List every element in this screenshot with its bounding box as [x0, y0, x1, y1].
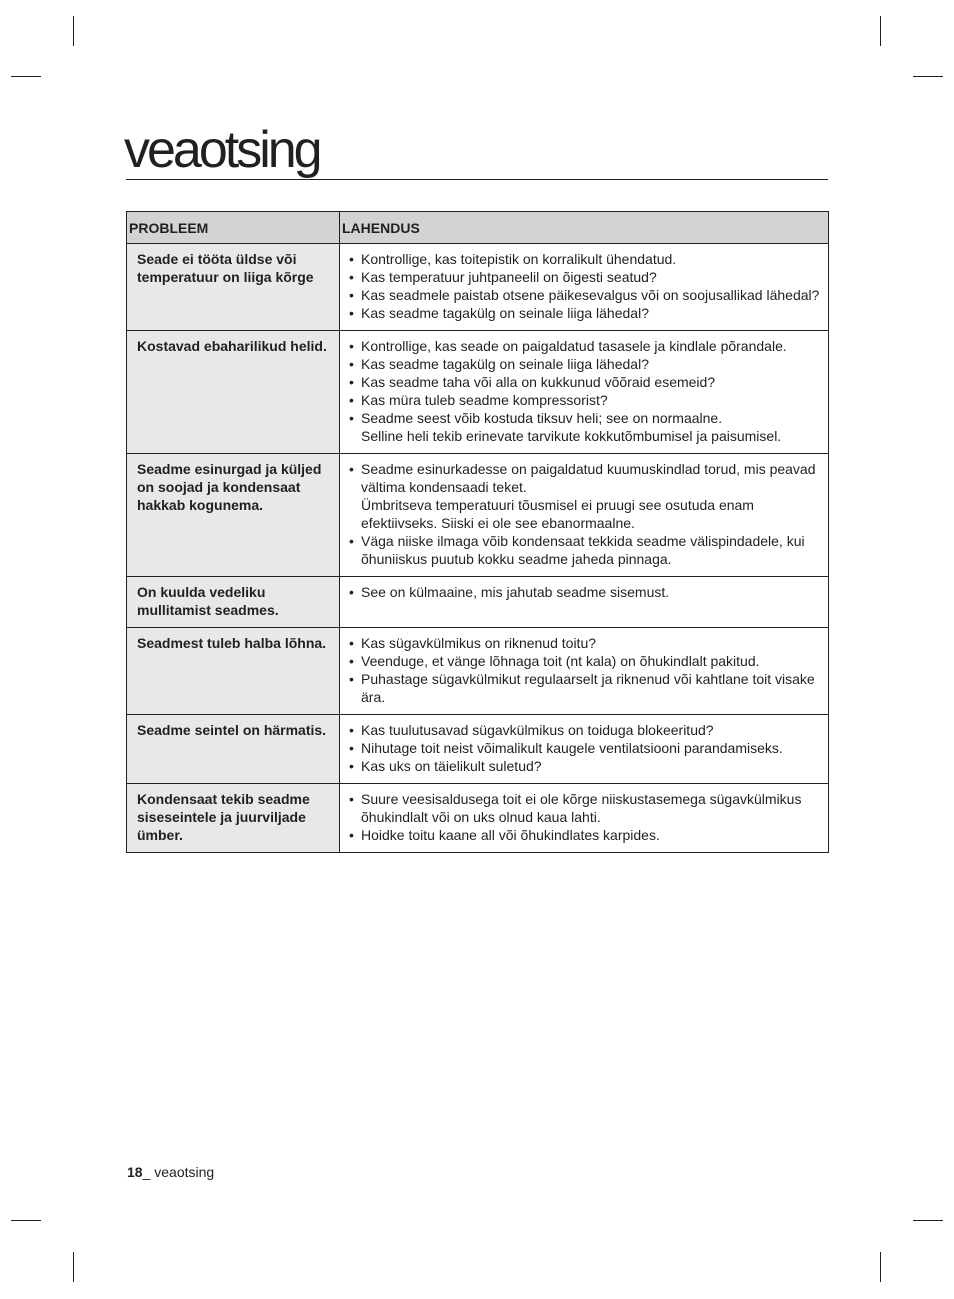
- solution-item: • Kontrollige, kas seade on paigaldatud tasasele ja kindlale põrandale.: [349, 337, 822, 355]
- solution-continuation: Ümbritseva temperatuuri tõusmisel ei pruugi see osutuda enam efektiivseks. Siiski ei ole see ebanormaalne.: [361, 497, 754, 531]
- page-footer: [127, 1164, 214, 1180]
- problem-cell: On kuulda vedeliku mullitamist seadmes.: [127, 577, 340, 628]
- solution-item: • Nihutage toit neist võimalikult kaugele ventilatsiooni parandamiseks.: [349, 739, 822, 757]
- solution-item: • Kas temperatuur juhtpaneelil on õigesti seatud?: [349, 268, 822, 286]
- table-row: [127, 454, 829, 577]
- solution-item: • Kas seadme tagakülg on seinale liiga lähedal?: [349, 304, 822, 322]
- solution-cell: [340, 784, 829, 853]
- solution-item: • Kas tuulutusavad sügavkülmikus on toiduga blokeeritud?: [349, 721, 822, 739]
- solution-item: • Veenduge, et vänge lõhnaga toit (nt kala) on õhukindlalt pakitud.: [349, 652, 822, 670]
- solution-cell: [340, 244, 829, 331]
- table-row: [127, 628, 829, 715]
- crop-mark: [880, 1252, 881, 1282]
- solution-item: • Hoidke toitu kaane all või õhukindlates karpides.: [349, 826, 822, 844]
- solution-item: • Kas seadmele paistab otsene päikesevalgus või on soojusallikad lähedal?: [349, 286, 822, 304]
- solution-cell: [340, 331, 829, 454]
- problem-cell: Kondensaat tekib seadme siseseintele ja juurviljade ümber.: [127, 784, 340, 853]
- crop-mark: [11, 76, 41, 77]
- solution-continuation: Selline heli tekib erinevate tarvikute kokkutõmbumisel ja paisumisel.: [361, 428, 782, 444]
- solution-list: [349, 583, 822, 601]
- table-row: [127, 784, 829, 853]
- solution-item: • Seadme seest võib kostuda tiksuv heli; see on normaalne.: [349, 409, 822, 427]
- solution-item: • Puhastage sügavkülmikut regulaarselt ja riknenud või kahtlane toit visake ära.: [349, 670, 822, 706]
- crop-mark: [11, 1220, 41, 1221]
- solution-item: • Kas uks on täielikult suletud?: [349, 757, 822, 775]
- solution-item: • Kas seadme taha või alla on kukkunud võõraid esemeid?: [349, 373, 822, 391]
- solution-item: • See on külmaaine, mis jahutab seadme sisemust.: [349, 583, 822, 601]
- crop-mark: [73, 16, 74, 46]
- crop-mark: [913, 1220, 943, 1221]
- solution-cell: [340, 628, 829, 715]
- solution-list: [349, 460, 822, 568]
- crop-mark: [73, 1252, 74, 1282]
- solution-item: • Suure veesisaldusega toit ei ole kõrge niiskustasemega sügavkülmikus õhukindlalt või on uks olnud kaua lahti.: [349, 790, 822, 826]
- solution-list: [349, 250, 822, 322]
- title-divider: [126, 179, 828, 180]
- crop-mark: [880, 16, 881, 46]
- footer-section-name: veaotsing: [154, 1164, 215, 1180]
- solution-item: • Väga niiske ilmaga võib kondensaat tekkida seadme välispindadele, kui õhuniiskus puutub kokku seadme jaheda pinnaga.: [349, 532, 822, 568]
- column-header-solution: LAHENDUS: [340, 212, 829, 244]
- problem-cell: Kostavad ebaharilikud helid.: [127, 331, 340, 454]
- column-header-problem: PROBLEEM: [127, 212, 340, 244]
- table-row: [127, 577, 829, 628]
- table-row: [127, 331, 829, 454]
- problem-cell: Seadme esinurgad ja küljed on soojad ja kondensaat hakkab kogunema.: [127, 454, 340, 577]
- table-row: [127, 715, 829, 784]
- problem-cell: Seadmest tuleb halba lõhna.: [127, 628, 340, 715]
- solution-list: [349, 790, 822, 844]
- crop-mark: [913, 76, 943, 77]
- solution-cell: [340, 715, 829, 784]
- solution-item: • Kas sügavkülmikus on riknenud toitu?: [349, 634, 822, 652]
- solution-list: [349, 337, 822, 445]
- solution-list: [349, 721, 822, 775]
- solution-item: • Kas seadme tagakülg on seinale liiga lähedal?: [349, 355, 822, 373]
- solution-item: • Seadme esinurkadesse on paigaldatud kuumuskindlad torud, mis peavad vältima kondensaadi teket.: [349, 460, 822, 496]
- solution-item: • Kontrollige, kas toitepistik on korralikult ühendatud.: [349, 250, 822, 268]
- solution-cell: [340, 577, 829, 628]
- solution-cell: [340, 454, 829, 577]
- problem-cell: Seade ei tööta üldse või temperatuur on liiga kõrge: [127, 244, 340, 331]
- page-title: veaotsing: [124, 121, 320, 179]
- footer-separator: _: [142, 1164, 155, 1180]
- problem-cell: Seadme seintel on härmatis.: [127, 715, 340, 784]
- page-number: 18: [127, 1164, 143, 1180]
- solution-item: • Kas müra tuleb seadme kompressorist?: [349, 391, 822, 409]
- troubleshooting-table: [126, 211, 829, 853]
- table-header-row: [127, 212, 829, 244]
- solution-list: [349, 634, 822, 706]
- table-row: [127, 244, 829, 331]
